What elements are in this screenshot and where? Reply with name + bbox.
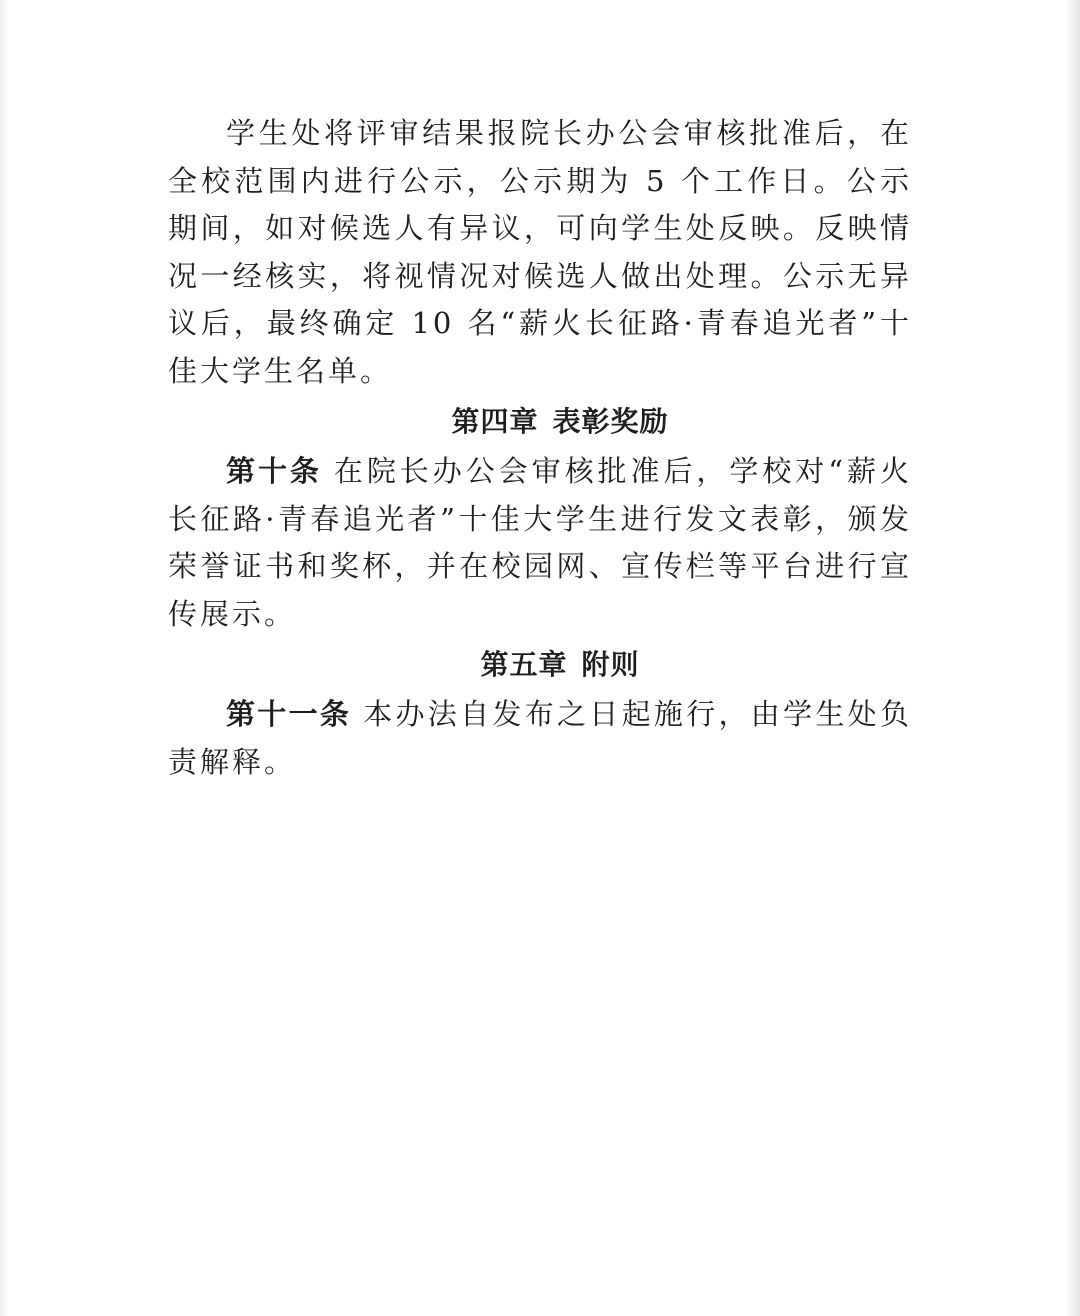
chapter-five-heading: [168, 638, 912, 691]
page-edge-shadow-left: [0, 0, 10, 1316]
article-ten-text: 在院长办公会审核批准后，学校对“薪火长征路·青春追光者”十佳大学生进行发文表彰，颁发荣誉证书和奖杯，并在校园网、宣传栏等平台进行宣传展示。: [168, 454, 912, 631]
document-body: [168, 110, 912, 786]
paragraph-publicity: 学生处将评审结果报院长办公会审核批准后，在全校范围内进行公示，公示期为 5 个工作日。公示期间，如对候选人有异议，可向学生处反映。反映情况一经核实，将视情况对候选人做出处理。公示无异议后，最终确定 10 名“薪火长征路·青春追光者”十佳大学生名单。: [168, 116, 912, 388]
chapter-four-title: 表彰奖励: [552, 405, 669, 438]
chapter-four-heading: [168, 395, 912, 448]
article-eleven-number: 第十一条: [226, 697, 352, 731]
page-edge-shadow-right: [1066, 0, 1080, 1316]
article-ten: [168, 448, 912, 638]
chapter-four-number: 第四章: [451, 405, 539, 438]
chapter-five-number: 第五章: [480, 648, 568, 681]
article-eleven: [168, 691, 912, 786]
article-eleven-text: 本办法自发布之日起施行，由学生处负责解释。: [168, 697, 912, 779]
chapter-five-title: 附则: [581, 648, 640, 681]
article-ten-number: 第十条: [226, 454, 322, 488]
